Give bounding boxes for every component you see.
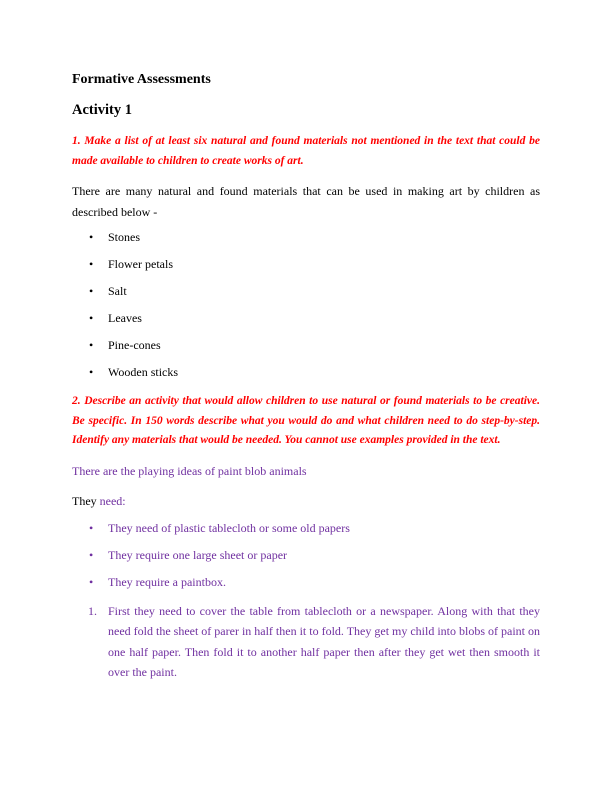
list-item: • Salt xyxy=(89,284,127,298)
answer-2-intro: There are the playing ideas of paint blob animals xyxy=(72,463,307,478)
needs-list xyxy=(72,520,540,590)
answer-1-intro: There are many natural and found materials that can be used in making art by children as described below - xyxy=(72,184,540,219)
list-item: • They require a paintbox. xyxy=(89,574,226,589)
bullet-icon: • xyxy=(89,230,94,244)
needs-heading-prefix: They xyxy=(72,493,97,508)
bullet-icon: • xyxy=(89,257,94,271)
bullet-icon: • xyxy=(89,338,94,352)
steps-list xyxy=(72,601,540,683)
bullet-icon: • xyxy=(89,284,94,298)
bullet-icon: • xyxy=(89,574,94,589)
list-item: • Flower petals xyxy=(89,257,173,271)
list-item: • They require one large sheet or paper xyxy=(89,547,288,562)
page-title: Formative Assessments xyxy=(72,72,211,87)
bullet-icon: • xyxy=(89,365,94,379)
bullet-icon: • xyxy=(89,311,94,325)
question-1: 1. Make a list of at least six natural and found materials not mentioned in the text that could be made available to children to create works of art. xyxy=(72,135,540,167)
list-item: • Pine-cones xyxy=(89,338,161,352)
needs-heading-suffix: need: xyxy=(96,493,126,508)
materials-list xyxy=(72,229,540,380)
bullet-icon: • xyxy=(89,547,94,562)
step-number: 1. xyxy=(88,603,97,618)
list-item: • They need of plastic tablecloth or some old papers xyxy=(89,520,350,535)
list-item xyxy=(72,601,540,683)
list-item: • Wooden sticks xyxy=(89,365,179,379)
list-item: • Leaves xyxy=(89,311,142,325)
question-2: 2. Describe an activity that would allow children to use natural or found materials to be creative. Be specific. In 150 words describe what you would do and what children need to do step-by-step. Identify any materials that would be needed. You cannot use examples provided in the text. xyxy=(72,395,540,446)
document-page xyxy=(72,70,540,683)
needs-heading xyxy=(72,491,540,512)
list-item: • Stones xyxy=(89,230,141,244)
activity-heading: Activity 1 xyxy=(72,102,132,118)
step-text: First they need to cover the table from tablecloth or a newspaper. Along with that they need fold the sheet of parer in half then it to fold. They get my child into blobs of paint on one half paper. Then fold it to another half paper then after they get wet then smooth it over the paint. xyxy=(108,603,541,679)
bullet-icon: • xyxy=(89,520,94,535)
